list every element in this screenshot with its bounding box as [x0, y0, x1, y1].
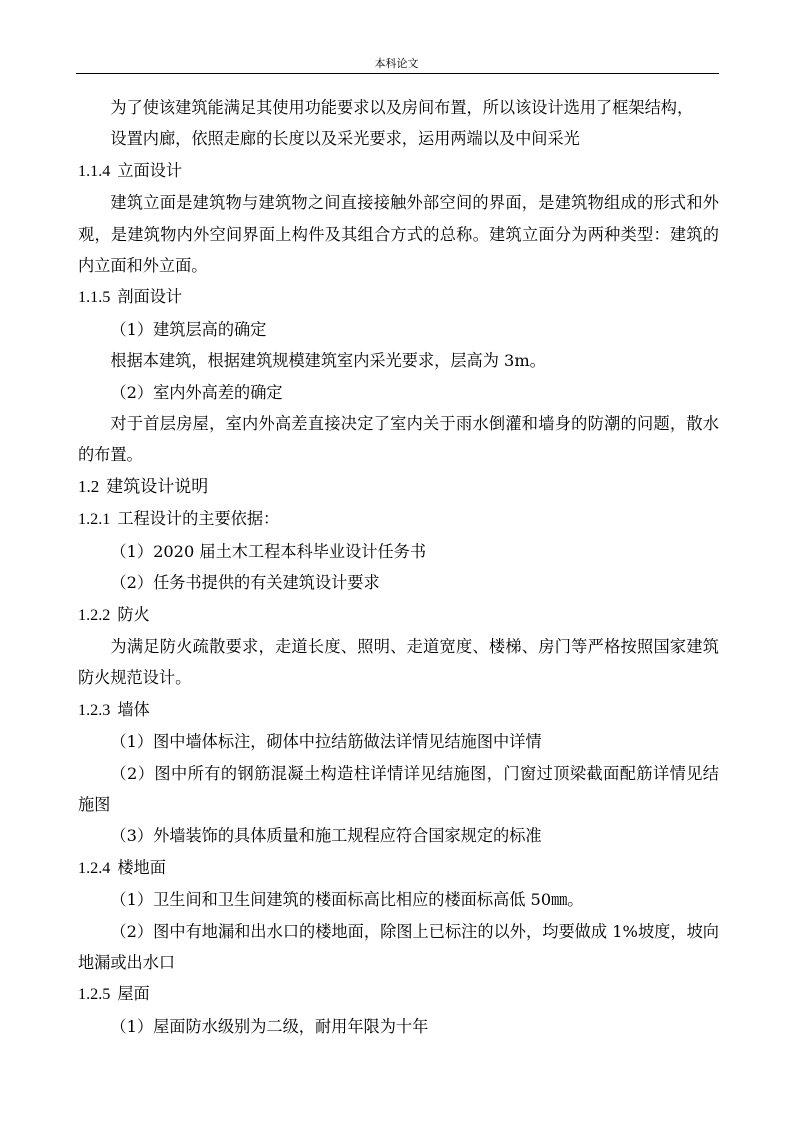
- section-heading-1-2-1: [78, 503, 719, 535]
- section-number: 1.1.4: [78, 161, 111, 180]
- section-title: 工程设计的主要依据：: [117, 509, 280, 529]
- list-item: （1）图中墙体标注，砌体中拉结筋做法详情见结施图中详情: [110, 732, 542, 752]
- section-heading-1-2-4: [78, 852, 719, 884]
- list-item: （1）2020 届土木工程本科毕业设计任务书: [110, 541, 427, 561]
- section-number: 1.2.2: [78, 605, 111, 624]
- paragraph: 根据本建筑，根据建筑规模建筑室内采光要求，层高为 3m。: [110, 351, 546, 371]
- section-number: 1.1.5: [78, 288, 111, 307]
- list-item: （2）室内外高差的确定: [110, 382, 283, 402]
- document-body: [78, 92, 719, 1042]
- list-item: （3）外墙装饰的具体质量和施工规程应符合国家规定的标准: [110, 826, 542, 846]
- list-item: （2）图中有地漏和出水口的楼地面，除图上已标注的以外，均要做成 1%坡度，坡向地漏或出水口: [78, 921, 719, 972]
- list-item: （1）建筑层高的确定: [110, 319, 267, 339]
- list-item: （2）任务书提供的有关建筑设计要求: [110, 573, 380, 593]
- section-heading-1-1-5: [78, 281, 719, 313]
- header-rule: [76, 73, 719, 74]
- section-title: 防火: [117, 604, 150, 624]
- list-item: （1）屋面防水级别为二级，耐用年限为十年: [110, 1016, 429, 1036]
- section-title: 剖面设计: [117, 287, 183, 307]
- section-heading-1-2-5: [78, 978, 719, 1010]
- section-heading-1-2-2: [78, 599, 719, 631]
- paragraph: 为了使该建筑能满足其使用功能要求以及房间布置，所以该设计选用了框架结构，: [110, 98, 694, 117]
- section-heading-1-1-4: [78, 155, 719, 187]
- section-title: 楼地面: [117, 857, 166, 877]
- paragraph: 为满足防火疏散要求，走道长度、照明、走道宽度、楼梯、房门等严格按照国家建筑防火规范设计。: [78, 636, 719, 688]
- section-number: 1.2.1: [78, 510, 111, 529]
- section-heading-1-2-3: [78, 694, 719, 726]
- paragraph: 设置内廊，依照走廊的长度以及采光要求，运用两端以及中间采光: [110, 129, 580, 149]
- section-heading-1-2: [78, 471, 719, 503]
- section-number: 1.2.5: [78, 985, 111, 1004]
- section-number: 1.2.4: [78, 858, 111, 877]
- section-number: 1.2: [78, 476, 100, 496]
- section-title: 建筑设计说明: [106, 476, 209, 497]
- paragraph: 建筑立面是建筑物与建筑物之间直接接触外部空间的界面，是建筑物组成的形式和外观，是建筑物内外空间界面上构件及其组合方式的总称。建筑立面分为两种类型：建筑的内立面和外立面。: [78, 193, 719, 276]
- paragraph: 对于首层房屋，室内外高差直接决定了室内关于雨水倒灌和墙身的防潮的问题，散水的布置。: [78, 414, 719, 465]
- list-item: （2）图中所有的钢筋混凝土构造柱详情详见结施图，门窗过顶梁截面配筋详情见结施图: [78, 763, 719, 814]
- section-title: 屋面: [117, 984, 150, 1004]
- list-item: （1）卫生间和卫生间建筑的楼面标高比相应的楼面标高低 50㎜。: [110, 890, 584, 910]
- section-title: 立面设计: [117, 160, 183, 180]
- section-title: 墙体: [117, 699, 150, 719]
- section-number: 1.2.3: [78, 700, 111, 719]
- page-header: 本科论文: [374, 57, 419, 70]
